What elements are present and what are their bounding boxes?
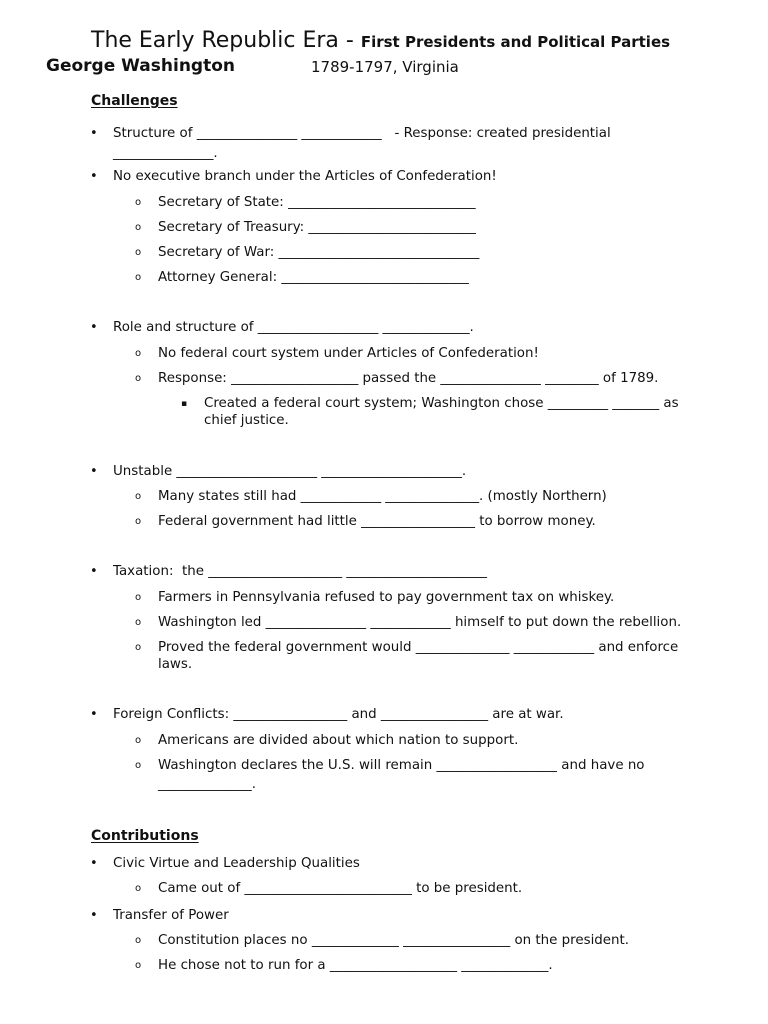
bullet-marker: • — [90, 856, 98, 871]
circle-marker: o — [135, 373, 142, 384]
circle-marker: o — [135, 960, 142, 971]
worksheet-line: Taxation: the ____________________ _____________________ — [113, 564, 487, 579]
worksheet-line: laws. — [158, 657, 193, 672]
circle-marker: o — [135, 491, 142, 502]
worksheet-line: Farmers in Pennsylvania refused to pay government tax on whiskey. — [158, 590, 615, 605]
worksheet-line: Secretary of Treasury: _________________________ — [158, 220, 476, 235]
worksheet-line: Washington declares the U.S. will remain __________________ and have no — [158, 758, 645, 773]
bullet-marker: • — [90, 320, 98, 335]
worksheet-line: Transfer of Power — [113, 908, 229, 923]
title-main: The Early Republic Era - — [91, 28, 361, 53]
section-heading-contributions: Contributions — [91, 828, 199, 844]
bullet-marker: • — [90, 169, 98, 184]
circle-marker: o — [135, 222, 142, 233]
bullet-marker: • — [90, 908, 98, 923]
worksheet-line: Constitution places no _____________ ________________ on the president. — [158, 933, 630, 948]
circle-marker: o — [135, 592, 142, 603]
worksheet-line: Created a federal court system; Washington chose _________ _______ as — [204, 396, 679, 411]
title-subtitle: First Presidents and Political Parties — [360, 33, 671, 51]
worksheet-line: Role and structure of __________________ _____________. — [113, 320, 474, 335]
worksheet-line: Secretary of War: ______________________________ — [158, 245, 480, 260]
bullet-marker: • — [90, 564, 98, 579]
circle-marker: o — [135, 516, 142, 527]
worksheet-line: Secretary of State: ____________________________ — [158, 195, 476, 210]
circle-marker: o — [135, 642, 142, 653]
worksheet-line: He chose not to run for a ___________________ _____________. — [158, 958, 553, 973]
bullet-marker: • — [90, 464, 98, 479]
worksheet-line: Proved the federal government would ______________ ____________ and enforce — [158, 640, 679, 655]
worksheet-line: No federal court system under Articles of Confederation! — [158, 346, 539, 361]
worksheet-line: _______________. — [113, 146, 218, 161]
worksheet-line: Many states still had ____________ ______________. (mostly Northern) — [158, 489, 607, 504]
worksheet-line: Washington led _______________ ____________ himself to put down the rebellion. — [158, 615, 682, 630]
circle-marker: o — [135, 247, 142, 258]
worksheet-line: Americans are divided about which nation to support. — [158, 733, 519, 748]
circle-marker: o — [135, 883, 142, 894]
worksheet-line: No executive branch under the Articles of Confederation! — [113, 169, 497, 184]
worksheet-line: Foreign Conflicts: _________________ and ________________ are at war. — [113, 707, 564, 722]
worksheet-line: Structure of _______________ ____________ - Response: created presidential — [113, 126, 611, 141]
circle-marker: o — [135, 935, 142, 946]
circle-marker: o — [135, 348, 142, 359]
bullet-marker: • — [90, 126, 98, 141]
worksheet-line: Attorney General: ____________________________ — [158, 270, 469, 285]
worksheet-line: Response: ___________________ passed the _______________ ________ of 1789. — [158, 371, 659, 386]
circle-marker: o — [135, 197, 142, 208]
worksheet-line: Civic Virtue and Leadership Qualities — [113, 856, 360, 871]
worksheet-line: Unstable _____________________ _____________________. — [113, 464, 467, 479]
section-heading-challenges: Challenges — [91, 93, 178, 109]
worksheet-line: Came out of _________________________ to be president. — [158, 881, 523, 896]
worksheet-line: Federal government had little _________________ to borrow money. — [158, 514, 596, 529]
person-name: George Washington — [46, 56, 236, 76]
worksheet-line: ______________. — [158, 777, 256, 792]
bullet-marker: • — [90, 707, 98, 722]
circle-marker: o — [135, 735, 142, 746]
worksheet-line: chief justice. — [204, 413, 289, 428]
circle-marker: o — [135, 760, 142, 771]
person-meta: 1789-1797, Virginia — [311, 58, 459, 76]
square-marker: ▪ — [181, 399, 188, 409]
circle-marker: o — [135, 272, 142, 283]
circle-marker: o — [135, 617, 142, 628]
page-title — [91, 28, 670, 53]
